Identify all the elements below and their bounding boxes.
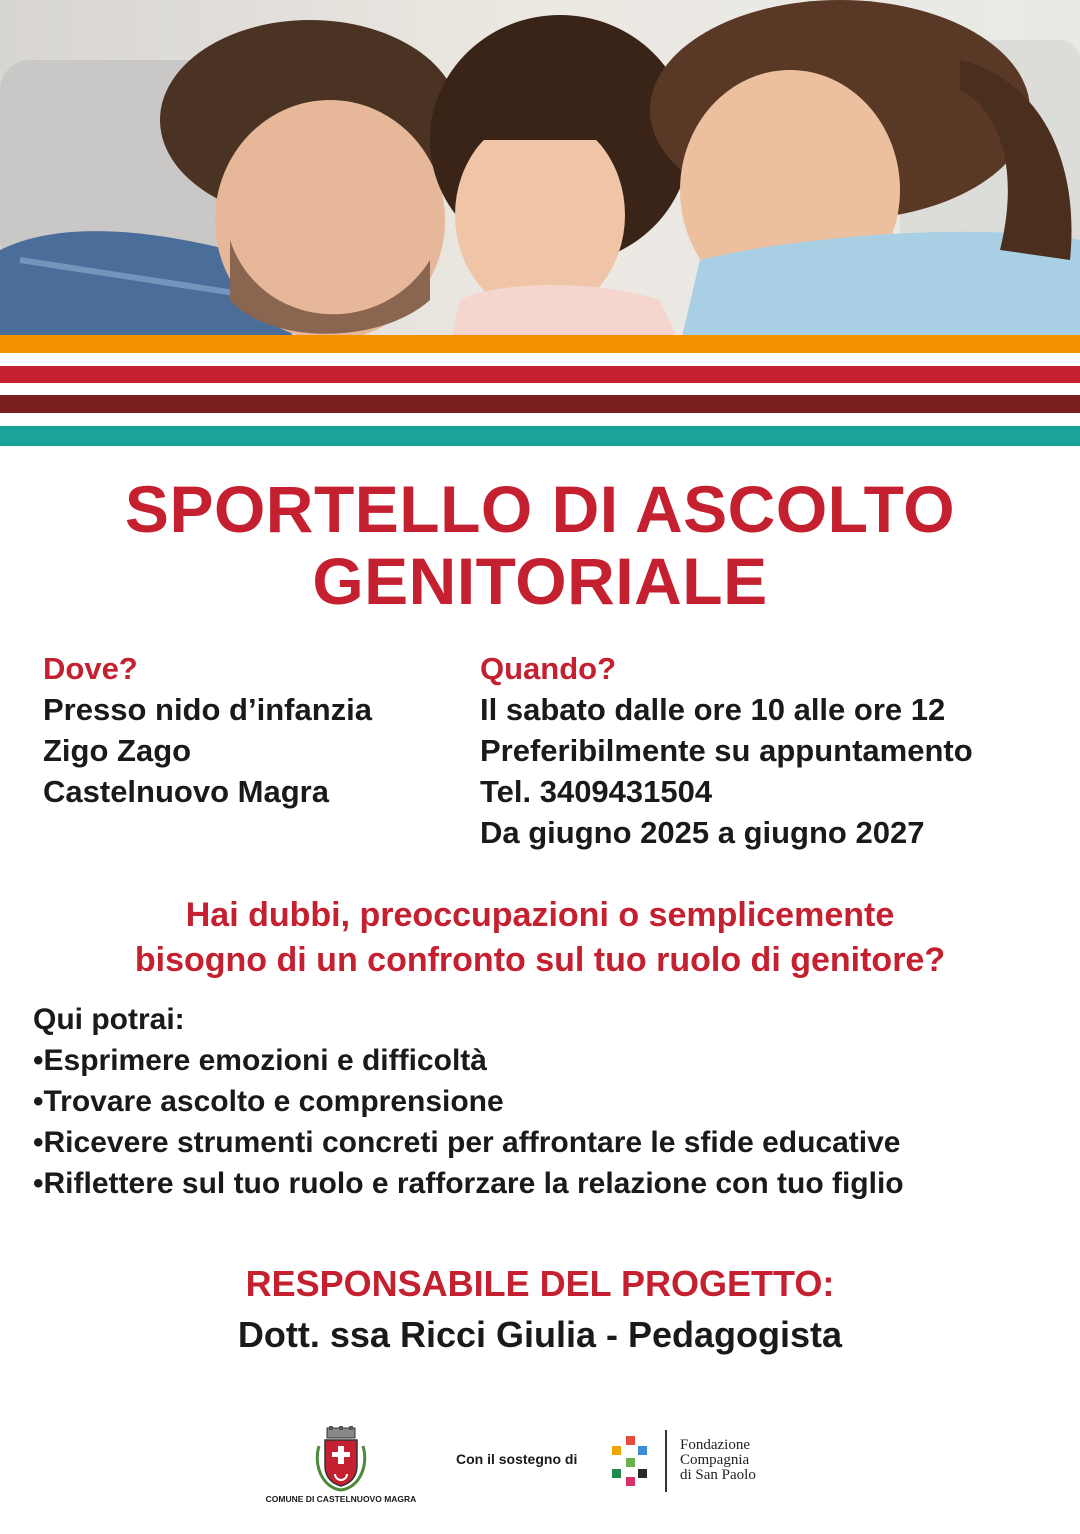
list-item: • Esprimere emozioni e difficoltà	[33, 1040, 904, 1081]
where-line: Presso nido d’infanzia	[43, 692, 372, 727]
question-line2: bisogno di un confronto sul tuo ruolo di genitore?	[134, 941, 946, 979]
where-heading: Dove?	[43, 651, 138, 686]
when-line: Il sabato dalle ore 10 alle ore 12	[480, 692, 946, 727]
when-line: Da giugno 2025 a giugno 2027	[480, 815, 925, 850]
where-section	[43, 648, 372, 812]
foundation-name-line: Fondazione	[680, 1437, 750, 1453]
responsible-name: Dott. ssa Ricci Giulia - Pedagogista	[237, 1314, 843, 1355]
list-item: • Trovare ascolto e comprensione	[33, 1081, 904, 1122]
foundation-name	[680, 1438, 756, 1483]
responsible-heading: RESPONSABILE DEL PROGETTO:	[245, 1263, 835, 1304]
logo-divider	[665, 1430, 667, 1492]
where-line: Zigo Zago	[43, 733, 192, 768]
decorative-stripes	[0, 0, 1080, 448]
benefits-list	[33, 999, 904, 1204]
foundation-squares-logo-icon	[612, 1436, 652, 1486]
benefits-intro: Qui potrai:	[33, 1003, 185, 1036]
when-section	[480, 648, 973, 853]
phone-number: Tel. 3409431504	[480, 774, 713, 809]
poster-title-line2: GENITORIALE	[312, 544, 768, 618]
question-text	[0, 893, 1080, 983]
foundation-name-line: Compagnia	[680, 1452, 750, 1468]
footer	[0, 1418, 1080, 1518]
support-label: Con il sostegno di	[456, 1451, 578, 1467]
foundation-name-line: di San Paolo	[680, 1467, 756, 1483]
municipal-crest-icon	[313, 1426, 369, 1492]
list-item: • Ricevere strumenti concreti per affrontare le sfide educative	[33, 1122, 904, 1163]
question-line1: Hai dubbi, preoccupazioni o semplicemente	[185, 896, 895, 934]
when-line: Preferibilmente su appuntamento	[480, 733, 973, 768]
poster-title-line1: SPORTELLO DI ASCOLTO	[124, 472, 956, 546]
list-item: • Riflettere sul tuo ruolo e rafforzare la relazione con tuo figlio	[33, 1163, 904, 1204]
comune-label: COMUNE DI CASTELNUOVO MAGRA	[265, 1494, 417, 1504]
where-line: Castelnuovo Magra	[43, 774, 329, 809]
when-heading: Quando?	[480, 651, 617, 686]
